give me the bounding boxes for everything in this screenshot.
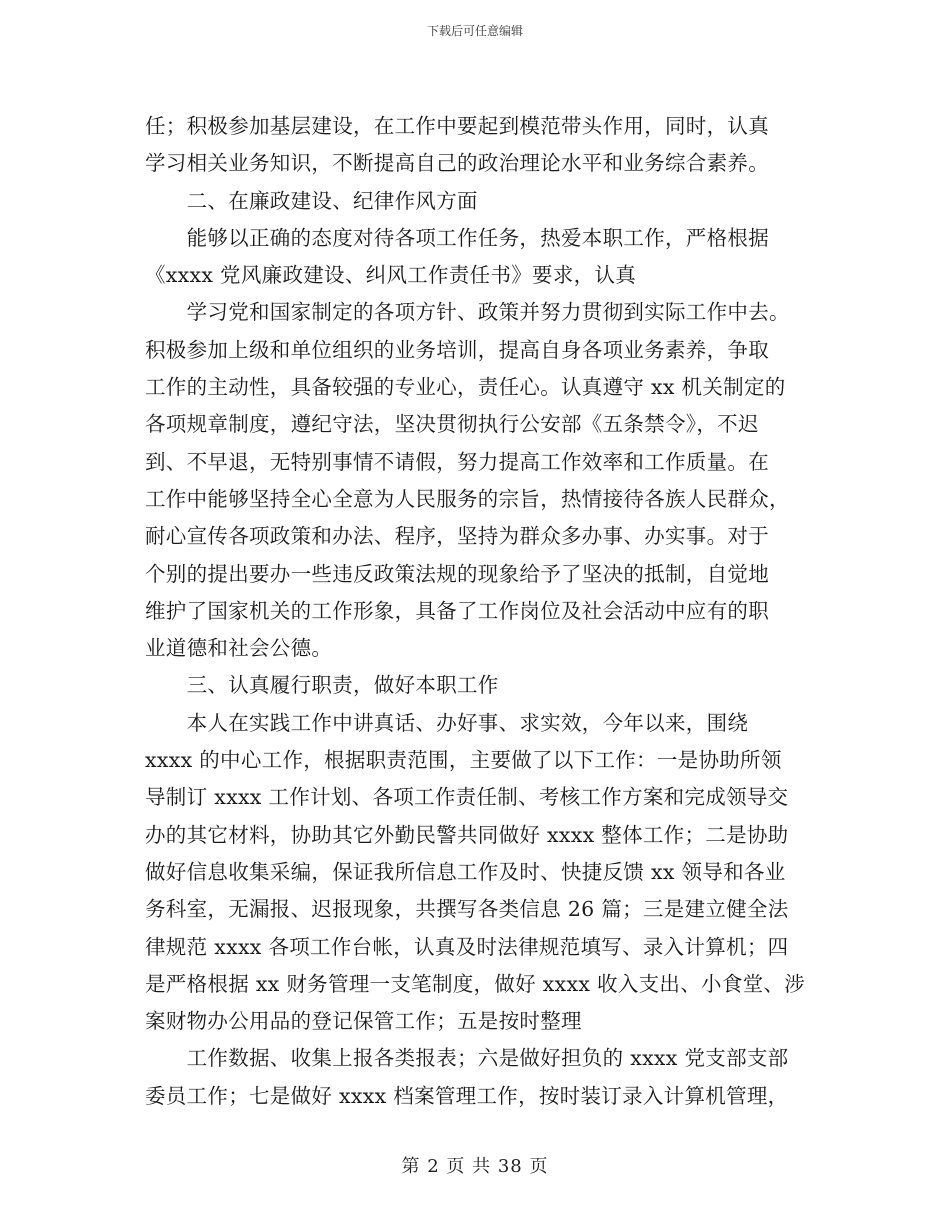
text-line: 务科室，无漏报、迟报现象，共撰写各类信息 26 篇；三是建立健全法: [145, 897, 789, 922]
section-heading: 二、在廉政建设、纪律作风方面: [145, 188, 478, 213]
text-line: 办的其它材料，协助其它外勤民警共同做好 xxxx 整体工作；二是协助: [145, 822, 789, 847]
text-line: 做好信息收集采编，保证我所信息工作及时、快捷反馈 xx 领导和各业: [145, 859, 786, 884]
text-line: 耐心宣传各项政策和办法、程序，坚持为群众多办事、办实事。对于: [145, 524, 769, 549]
text-line: 个别的提出要办一些违反政策法规的现象给予了坚决的抵制，自觉地: [145, 561, 769, 586]
text-line: 工作中能够坚持全心全意为人民服务的宗旨，热情接待各族人民群众，: [145, 486, 790, 511]
page-number-footer: 第 2 页 共 38 页: [401, 1156, 549, 1177]
page-header-note: 下载后可任意编辑: [426, 24, 523, 38]
text-line: 业道德和社会公德。: [145, 636, 333, 661]
text-line: 任；积极参加基层建设，在工作中要起到模范带头作用，同时，认真: [145, 114, 769, 138]
text-line: 《xxxx 党风廉政建设、纠风工作责任书》要求，认真: [145, 263, 637, 288]
text-line: 积极参加上级和单位组织的业务培训，提高自身各项业务素养，争取: [145, 337, 769, 362]
section-heading: 三、认真履行职责，做好本职工作: [145, 673, 499, 698]
text-line: 是严格根据 xx 财务管理一支笔制度，做好 xxxx 收入支出、小食堂、涉: [145, 971, 806, 996]
text-line: 各项规章制度，遵纪守法，坚决贯彻执行公安部《五条禁令》，不迟: [145, 412, 759, 437]
document-body: [145, 108, 813, 1115]
text-line: 律规范 xxxx 各项工作台帐，认真及时法律规范填写、录入计算机；四: [145, 934, 789, 959]
text-line: 学习相关业务知识，不断提高自己的政治理论水平和业务综合素养。: [145, 151, 769, 176]
text-line: 维护了国家机关的工作形象，具备了工作岗位及社会活动中应有的职: [145, 598, 769, 623]
text-line: 工作的主动性，具备较强的专业心，责任心。认真遵守 xx 机关制定的: [145, 375, 786, 400]
text-line: 导制订 xxxx 工作计划、各项工作责任制、考核工作方案和完成领导交: [145, 785, 789, 810]
text-line: 学习党和国家制定的各项方针、政策并努力贯彻到实际工作中去。: [145, 300, 790, 325]
text-line: 案财物办公用品的登记保管工作；五是按时整理: [145, 1009, 582, 1034]
text-line: 工作数据、收集上报各类报表；六是做好担负的 xxxx 党支部支部: [145, 1046, 789, 1071]
text-line: 能够以正确的态度对待各项工作任务，热爱本职工作，严格根据: [145, 225, 769, 250]
text-line: 委员工作；七是做好 xxxx 档案管理工作，按时装订录入计算机管理，: [145, 1083, 789, 1108]
text-line: 本人在实践工作中讲真话、办好事、求实效，今年以来，围绕: [145, 710, 749, 735]
text-line: xxxx 的中心工作，根据职责范围，主要做了以下工作：一是协助所领: [145, 748, 782, 773]
text-line: 到、不早退，无特别事情不请假，努力提高工作效率和工作质量。在: [145, 449, 769, 474]
